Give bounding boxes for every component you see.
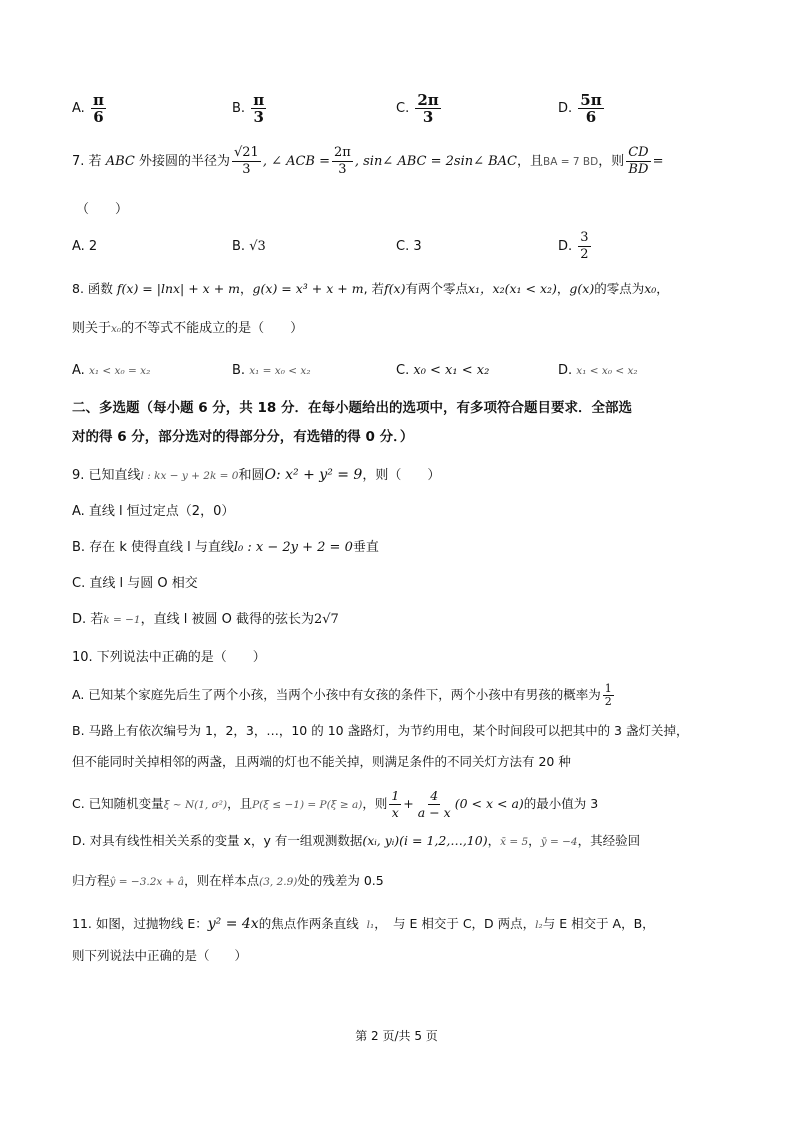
text: , 若 bbox=[363, 281, 385, 296]
math: √3 bbox=[249, 239, 266, 254]
text: A. 已知某个家庭先后生了两个小孩，当两个小孩中有女孩的条件下，两个小孩中有男孩的概率为 bbox=[72, 687, 601, 702]
math: + bbox=[403, 796, 414, 811]
numerator: π bbox=[253, 91, 265, 109]
option-label: A. bbox=[72, 101, 85, 116]
numerator: 4 bbox=[430, 788, 439, 803]
numerator: 2π bbox=[334, 145, 351, 160]
fraction bbox=[626, 145, 650, 178]
q9-stem bbox=[72, 466, 440, 485]
section-heading-line2: 对的得 6 分，部分选对的得部分分，有选错的得 0 分．） bbox=[72, 429, 414, 445]
math: l₂ bbox=[535, 919, 543, 931]
q7-option-c: C. 3 bbox=[396, 239, 422, 254]
denominator: BD bbox=[628, 162, 649, 177]
q8-option-c bbox=[396, 362, 489, 380]
section-heading: 二、多选题（每小题 6 分，共 18 分．在每小题给出的选项中，有多项符合题目要求．全部选 bbox=[72, 400, 632, 416]
option-label: A. bbox=[72, 363, 85, 378]
fraction bbox=[332, 145, 353, 178]
text: 的零点为 bbox=[594, 281, 645, 296]
numerator: 2π bbox=[417, 91, 439, 109]
q6-option-d bbox=[558, 92, 606, 125]
text: 垂直 bbox=[352, 540, 379, 555]
fraction bbox=[232, 145, 261, 178]
math: , ∠ ACB = bbox=[262, 154, 331, 169]
fraction bbox=[578, 92, 603, 125]
denominator: 2 bbox=[604, 695, 612, 708]
math: P(ξ ≤ −1) = P(ξ ≥ a) bbox=[252, 799, 363, 811]
text: 则关于 bbox=[72, 321, 112, 336]
numerator: CD bbox=[628, 145, 649, 160]
answer-paren: （ ） bbox=[76, 202, 129, 217]
denominator: a − x bbox=[417, 805, 451, 820]
q11-stem bbox=[72, 915, 655, 934]
math: x₁，x₂(x₁ < x₂) bbox=[467, 281, 557, 296]
q10-option-a bbox=[72, 683, 616, 708]
q10-stem: 10. 下列说法中正确的是（ ） bbox=[72, 650, 266, 665]
q6-option-b bbox=[232, 92, 268, 125]
math: x₁ = x₀ < x₂ bbox=[249, 365, 311, 377]
fraction bbox=[415, 92, 440, 125]
q8-option-d bbox=[558, 362, 638, 380]
question-number: 8. 函数 bbox=[72, 281, 113, 296]
math: y² = 4x bbox=[207, 916, 259, 932]
denominator: 3 bbox=[253, 108, 264, 126]
q7-option-a: A. 2 bbox=[72, 239, 98, 254]
text: 和圆 bbox=[238, 468, 265, 483]
numerator: π bbox=[92, 91, 104, 109]
q9-option-d bbox=[72, 611, 339, 629]
text: ， bbox=[656, 281, 669, 296]
math: l : kx − y + 2k = 0 bbox=[140, 470, 239, 482]
denominator: 3 bbox=[422, 108, 434, 126]
math: x₁ < x₀ = x₂ bbox=[88, 365, 151, 377]
text: B. 存在 k 使得直线 l 与直线 bbox=[72, 540, 234, 555]
text: D. 对具有线性相关关系的变量 x，y 有一组观测数据 bbox=[72, 833, 363, 848]
text: 归方程 bbox=[72, 873, 110, 888]
option-label: B. bbox=[232, 101, 246, 116]
fraction bbox=[578, 230, 590, 263]
math: O: x² + y² = 9 bbox=[264, 467, 363, 483]
q9-option-a: A. 直线 l 恒过定点（2，0） bbox=[72, 504, 235, 519]
text: ，且 bbox=[517, 154, 544, 169]
text: ，则 bbox=[362, 796, 388, 811]
q6-option-a bbox=[72, 92, 108, 125]
text: ，则（ ） bbox=[362, 468, 441, 483]
denominator: 2 bbox=[580, 247, 589, 262]
text: ，直线 l 被圆 O 截得的弦长为 bbox=[140, 612, 314, 627]
text: 的焦点作两条直线 bbox=[258, 916, 359, 931]
text: 的最小值为 3 bbox=[523, 796, 599, 811]
math: x₀ bbox=[111, 323, 122, 335]
denominator: 3 bbox=[338, 162, 347, 177]
text: 的不等式不能成立的是（ ） bbox=[121, 321, 304, 336]
numerator: 5π bbox=[580, 91, 602, 109]
math: l₁ bbox=[366, 919, 375, 931]
q10-option-b-line2: 但不能同时关掉相邻的两盏，且两端的灯也不能关掉，则满足条件的不同关灯方法有 20 种 bbox=[72, 754, 571, 769]
math: x₀ < x₁ < x₂ bbox=[413, 363, 490, 378]
numerator: 1 bbox=[604, 682, 612, 695]
text: 处的残差为 0.5 bbox=[297, 873, 384, 888]
option-label: D. bbox=[558, 239, 573, 254]
text: ，其经验回 bbox=[577, 833, 641, 848]
q7-stem bbox=[72, 145, 664, 178]
q9-option-c: C. 直线 l 与圆 O 相交 bbox=[72, 576, 198, 591]
fraction bbox=[251, 92, 266, 125]
q10-option-c bbox=[72, 788, 598, 821]
math: f(x) = |lnx| + x + m bbox=[116, 281, 241, 296]
denominator: 3 bbox=[242, 162, 251, 177]
math: x₀ bbox=[644, 281, 657, 296]
q8-option-a bbox=[72, 362, 150, 380]
text: ， bbox=[556, 281, 570, 296]
option-label: B. bbox=[232, 363, 246, 378]
math: k = −1 bbox=[103, 614, 141, 626]
denominator: x bbox=[391, 805, 399, 820]
option-label: D. bbox=[558, 101, 573, 116]
text: ， bbox=[528, 833, 541, 848]
q8-stem bbox=[72, 280, 669, 298]
text: ，且 bbox=[227, 796, 253, 811]
text: ， bbox=[240, 281, 253, 296]
q7-option-b bbox=[232, 238, 266, 256]
q11-stem-line2: 则下列说法中正确的是（ ） bbox=[72, 948, 248, 963]
math: ȳ = −4 bbox=[540, 836, 578, 848]
q10-option-d-line2 bbox=[72, 872, 384, 891]
q7-option-d bbox=[558, 230, 593, 263]
text: 外接圆的半径为 bbox=[138, 154, 230, 169]
math: ξ ~ N(1, σ²) bbox=[163, 799, 228, 811]
math: BA = 7 BD bbox=[543, 156, 599, 168]
math: ŷ = −3.2x + â bbox=[109, 876, 185, 888]
option-label: B. bbox=[232, 239, 246, 254]
text: 有两个零点 bbox=[405, 281, 468, 296]
q6-option-c bbox=[396, 92, 443, 125]
text: ， bbox=[487, 833, 501, 848]
numerator: 1 bbox=[391, 788, 400, 803]
q8-option-b bbox=[232, 362, 311, 380]
fraction bbox=[389, 788, 401, 821]
math: l₀ : x − 2y + 2 = 0 bbox=[233, 540, 353, 555]
text: ， 与 E 相交于 C，D 两点， bbox=[374, 916, 536, 931]
option-label: C. bbox=[396, 101, 410, 116]
math: = bbox=[652, 154, 664, 169]
numerator: √21 bbox=[233, 145, 259, 160]
math: g(x) bbox=[569, 281, 595, 296]
numerator: 3 bbox=[580, 230, 589, 245]
text: 9. 已知直线 bbox=[72, 468, 141, 483]
q8-stem-line2 bbox=[72, 320, 303, 338]
denominator: 6 bbox=[585, 108, 597, 126]
math: (0 < x < a) bbox=[454, 796, 524, 811]
text: C. 已知随机变量 bbox=[72, 796, 164, 811]
math: ABC bbox=[105, 154, 135, 169]
math: 2√7 bbox=[313, 612, 339, 627]
math: x̄ = 5 bbox=[500, 836, 529, 848]
fraction bbox=[603, 683, 614, 708]
question-number: 7. 若 bbox=[72, 154, 102, 169]
math: (xᵢ, yᵢ)(i = 1,2,…,10) bbox=[362, 833, 488, 848]
text: ，则在样本点 bbox=[184, 873, 260, 888]
option-label: C. bbox=[396, 363, 410, 378]
math: g(x) = x³ + x + m bbox=[252, 281, 364, 296]
text: 与 E 相交于 A，B， bbox=[542, 916, 655, 931]
fraction bbox=[91, 92, 106, 125]
math: x₁ < x₀ < x₂ bbox=[576, 365, 638, 377]
page-footer: 第 2 页/共 5 页 bbox=[355, 1029, 438, 1043]
text: D. 若 bbox=[72, 612, 104, 627]
fraction bbox=[416, 788, 453, 821]
text: ，则 bbox=[598, 154, 625, 169]
math: (3, 2.9) bbox=[259, 876, 298, 888]
math: f(x) bbox=[384, 281, 406, 296]
math: , sin∠ ABC = 2sin∠ BAC bbox=[354, 154, 518, 169]
text: 11. 如图，过抛物线 E： bbox=[72, 916, 208, 931]
denominator: 6 bbox=[93, 108, 104, 126]
q9-option-b bbox=[72, 539, 379, 557]
q10-option-b: B. 马路上有依次编号为 1，2，3，…，10 的 10 盏路灯，为节约用电，某个时间段可以把其中的 3 盏灯关掉， bbox=[72, 723, 689, 738]
option-label: D. bbox=[558, 363, 573, 378]
q10-option-d bbox=[72, 832, 640, 851]
